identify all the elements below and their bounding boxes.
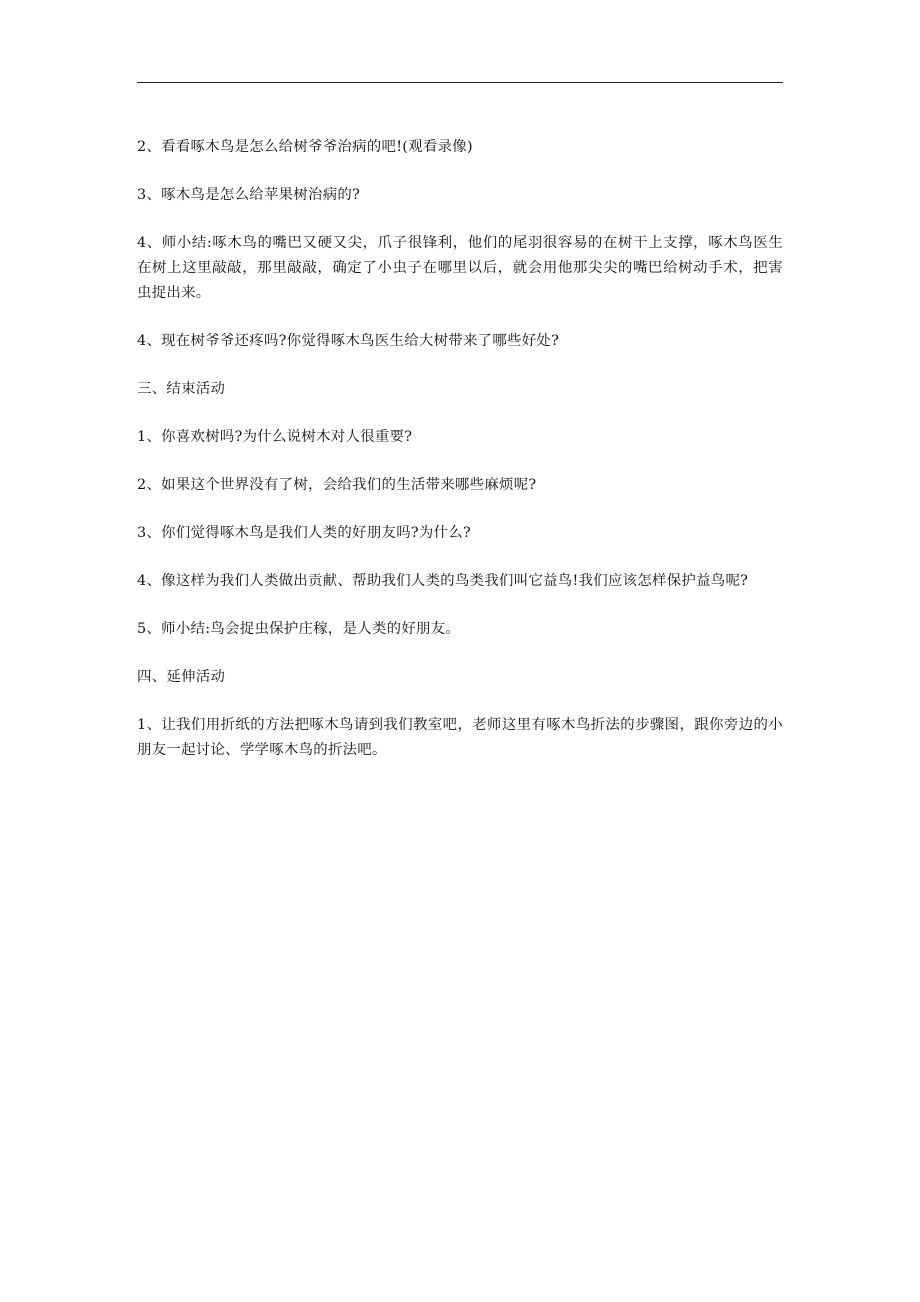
paragraph-extension-1: 1、让我们用折纸的方法把啄木鸟请到我们教室吧，老师这里有啄木鸟折法的步骤图，跟你旁边的小朋友一起讨论、学学啄木鸟的折法吧。 — [137, 717, 783, 758]
paragraph-closing-q4: 4、像这样为我们人类做出贡献、帮助我们人类的鸟类我们叫它益鸟!我们应该怎样保护益鸟呢? — [137, 573, 749, 589]
paragraph-closing-q1: 1、你喜欢树吗?为什么说树木对人很重要? — [137, 429, 413, 445]
paragraph-step-2-watch-video: 2、看看啄木鸟是怎么给树爷爷治病的吧!(观看录像) — [137, 139, 473, 155]
paragraph-step-4-question: 4、现在树爷爷还疼吗?你觉得啄木鸟医生给大树带来了哪些好处? — [137, 333, 560, 349]
paragraph-closing-q3: 3、你们觉得啄木鸟是我们人类的好朋友吗?为什么? — [137, 525, 471, 541]
header-divider — [137, 82, 783, 83]
paragraph-step-3-question: 3、啄木鸟是怎么给苹果树治病的? — [137, 187, 361, 203]
section-heading-closing-activity: 三、结束活动 — [137, 381, 226, 397]
paragraph-closing-summary: 5、师小结:鸟会捉虫保护庄稼，是人类的好朋友。 — [137, 621, 461, 637]
document-body — [137, 135, 783, 786]
section-heading-extension-activity: 四、延伸活动 — [137, 669, 226, 685]
paragraph-closing-q2: 2、如果这个世界没有了树，会给我们的生活带来哪些麻烦呢? — [137, 477, 537, 493]
paragraph-teacher-summary: 4、师小结:啄木鸟的嘴巴又硬又尖，爪子很锋利，他们的尾羽很容易的在树干上支撑，啄木鸟医生在树上这里敲敲，那里敲敲，确定了小虫子在哪里以后，就会用他那尖尖的嘴巴给树动手术，把害虫捉出来。 — [137, 235, 783, 301]
